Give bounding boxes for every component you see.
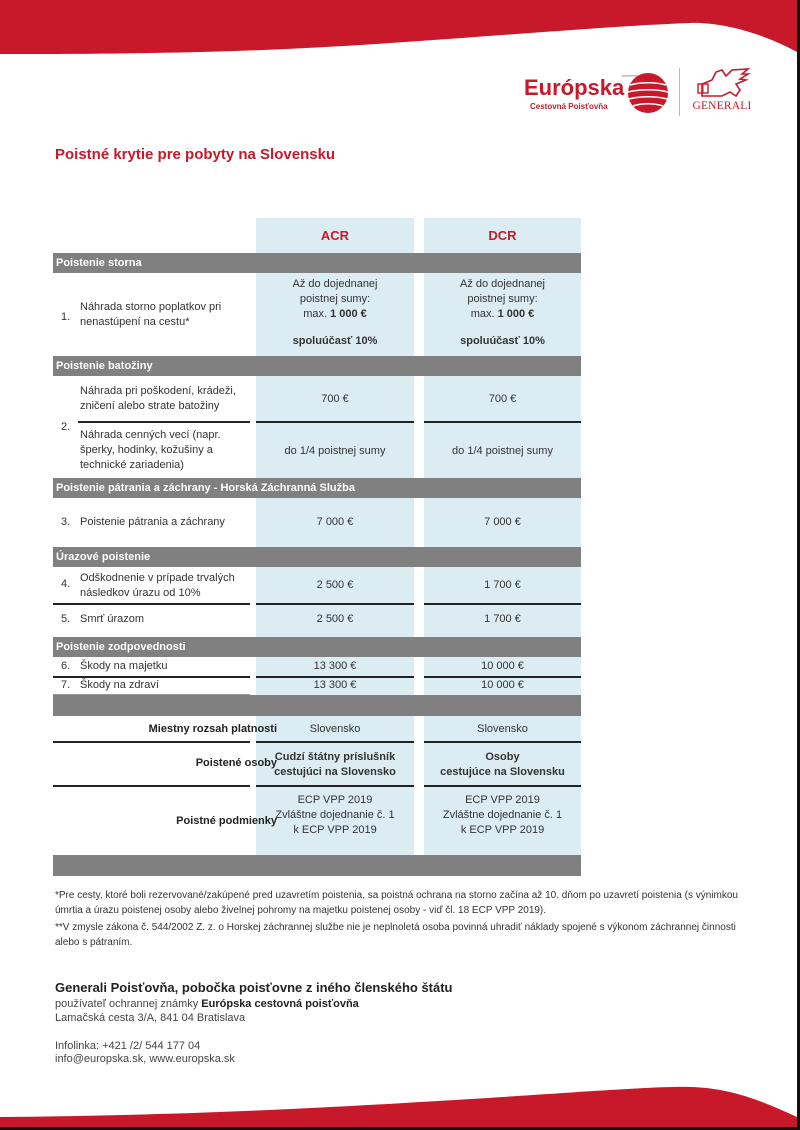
- value-line: cestujúci na Slovensko: [274, 766, 396, 778]
- top-red-wave: [0, 0, 797, 58]
- globe-icon: [622, 69, 670, 117]
- value-line: k ECP VPP 2019: [293, 824, 377, 836]
- row-divider: [256, 785, 414, 787]
- column-header-dcr: DCR: [488, 228, 517, 243]
- value-line: [256, 307, 414, 322]
- trademark-line: [55, 998, 359, 1010]
- dcr-injury-value: 1 700 €: [484, 579, 521, 591]
- row-number: 3.: [61, 516, 71, 528]
- row-divider: [78, 421, 250, 423]
- row-label-permanent-injury: Odškodnenie v prípade trvalých následkov úrazu od 10%: [80, 572, 235, 599]
- summary-label-territory: Miestny rozsah platnosti: [148, 723, 277, 735]
- dcr-health-value: 10 000 €: [481, 679, 524, 691]
- value-line: Cudzí štátny príslušník: [274, 751, 396, 763]
- value-line: Zvláštne dojednanie č. 1: [275, 809, 395, 821]
- row-divider: [424, 421, 581, 423]
- logo-divider: [679, 68, 680, 116]
- value-line: poistnej sumy:: [299, 293, 371, 305]
- value-line: Zvláštne dojednanie č. 1: [442, 809, 563, 821]
- dcr-storno-value: [424, 277, 581, 349]
- row-number: 4.: [61, 578, 71, 590]
- dcr-rescue-value: 7 000 €: [484, 516, 521, 528]
- infoline: Infolinka: +421 /2/ 544 177 04: [55, 1040, 201, 1052]
- row-label-death: Smrť úrazom: [80, 613, 145, 625]
- section-header-rescue: Poistenie pátrania a záchrany - Horská Záchranná Služba: [53, 478, 581, 498]
- value-line: ECP VPP 2019: [465, 794, 540, 806]
- value-line: Až do dojednanej: [292, 278, 378, 290]
- table-bottom-bar: [53, 855, 581, 876]
- row-number: 7.: [61, 679, 71, 691]
- page-title: Poistné krytie pre pobyty na Slovensku: [55, 146, 336, 163]
- row-divider: [53, 785, 250, 787]
- summary-label-terms: Poistné podmienky: [176, 815, 277, 827]
- row-divider: [53, 603, 250, 605]
- value-deductible: spoluúčasť 10%: [460, 335, 545, 347]
- acr-insured-persons-value: [256, 750, 414, 780]
- acr-valuables-value: do 1/4 poistnej sumy: [284, 445, 386, 457]
- dcr-valuables-value: do 1/4 poistnej sumy: [452, 445, 553, 457]
- value-line: cestujúce na Slovensku: [440, 766, 565, 778]
- row-label-rescue: Poistenie pátrania a záchrany: [80, 516, 225, 528]
- value-line: poistnej sumy:: [467, 293, 538, 305]
- acr-health-value: 13 300 €: [313, 679, 357, 691]
- row-divider: [424, 785, 581, 787]
- dcr-insured-persons-value: [424, 750, 581, 780]
- row-label-valuables: Náhrada cenných vecí (napr. šperky, hodinky, kožušiny a technické zariadenia): [80, 429, 221, 471]
- section-header-storno: Poistenie storna: [53, 253, 581, 273]
- value-prefix: max.: [470, 308, 498, 320]
- acr-rescue-value: 7 000 €: [316, 516, 354, 528]
- address: Lamačská cesta 3/A, 841 04 Bratislava: [55, 1012, 246, 1024]
- acr-baggage-value: 700 €: [321, 393, 349, 405]
- footnote-storno: *Pre cesty, ktoré boli rezervované/zakúpené pred uzavretím poistenia, sa poistná ochrana na storno začína až 10. dňom po uzavretí poistenia (s výnimkou úmrtia a úrazu poistenej osoby alebo živelnej pohromy na majetku poistenej osoby - viď čl. 18 ECP VPP 2019).: [55, 890, 738, 916]
- row-number: 6.: [61, 660, 71, 672]
- bottom-red-wave: [0, 1072, 797, 1127]
- section-header-liability: Poistenie zodpovednosti: [53, 637, 581, 657]
- dcr-terms-value: [424, 793, 581, 838]
- acr-territory-value: Slovensko: [309, 723, 361, 735]
- generali-logo: [692, 66, 752, 118]
- acr-death-value: 2 500 €: [316, 613, 354, 625]
- section-separator: [53, 695, 581, 716]
- column-header-acr: ACR: [320, 228, 350, 243]
- row-divider: [256, 421, 414, 423]
- row-label-storno: Náhrada storno poplatkov pri nenastúpení na cestu*: [80, 301, 222, 328]
- value-line: Osoby: [485, 751, 520, 763]
- row-label-baggage-damage: Náhrada pri poškodení, krádeži, zničení alebo strate batožiny: [80, 385, 236, 412]
- dcr-baggage-value: 700 €: [488, 393, 517, 405]
- value-deductible: spoluúčasť 10%: [292, 335, 378, 347]
- contact-info[interactable]: info@europska.sk, www.europska.sk: [55, 1053, 235, 1065]
- row-number: 5.: [61, 613, 71, 625]
- trademark-prefix: používateľ ochrannej známky: [55, 998, 202, 1010]
- acr-injury-value: 2 500 €: [316, 579, 354, 591]
- row-number: 2.: [61, 421, 71, 433]
- summary-label-insured-persons: Poistené osoby: [195, 757, 277, 769]
- footnote-rescue: **V zmysle zákona č. 544/2002 Z. z. o Horskej záchrannej službe nie je neplnoletá osoba povinná uhradiť náklady spojené s výkonom záchrannej činnosti alebo s pátraním.: [55, 922, 736, 948]
- acr-property-value: 13 300 €: [313, 660, 357, 672]
- value-line: ECP VPP 2019: [297, 794, 373, 806]
- partner-name: GENERALI: [692, 100, 752, 112]
- brand-name: Európska: [524, 75, 625, 100]
- value-amount: 1 000 €: [330, 308, 367, 320]
- europska-logo: [522, 66, 672, 118]
- value-line: Až do dojednanej: [459, 278, 545, 290]
- section-header-baggage: Poistenie batožiny: [53, 356, 581, 376]
- dcr-territory-value: Slovensko: [477, 723, 528, 735]
- row-label-health-damage: Škody na zdraví: [80, 679, 159, 691]
- value-line: [424, 307, 581, 322]
- row-divider: [256, 741, 414, 743]
- row-number: 1.: [61, 311, 71, 323]
- value-line: k ECP VPP 2019: [460, 824, 545, 836]
- winged-lion-icon: [692, 66, 752, 100]
- company-name: Generali Poisťovňa, pobočka poisťovne z iného členského štátu: [55, 980, 453, 995]
- row-divider: [424, 603, 581, 605]
- value-prefix: max.: [303, 308, 331, 320]
- brand-subtitle: Cestovná Poisťovňa: [530, 102, 608, 111]
- value-amount: 1 000 €: [497, 308, 535, 320]
- row-divider: [424, 741, 581, 743]
- trademark-name: Európska cestovná poisťovňa: [201, 998, 359, 1010]
- acr-storno-value: [256, 277, 414, 349]
- dcr-death-value: 1 700 €: [484, 613, 521, 625]
- acr-terms-value: [256, 793, 414, 838]
- dcr-property-value: 10 000 €: [481, 660, 524, 672]
- section-header-accident: Úrazové poistenie: [53, 547, 581, 567]
- row-divider: [256, 603, 414, 605]
- row-divider: [53, 741, 250, 743]
- row-label-property-damage: Škody na majetku: [80, 660, 168, 672]
